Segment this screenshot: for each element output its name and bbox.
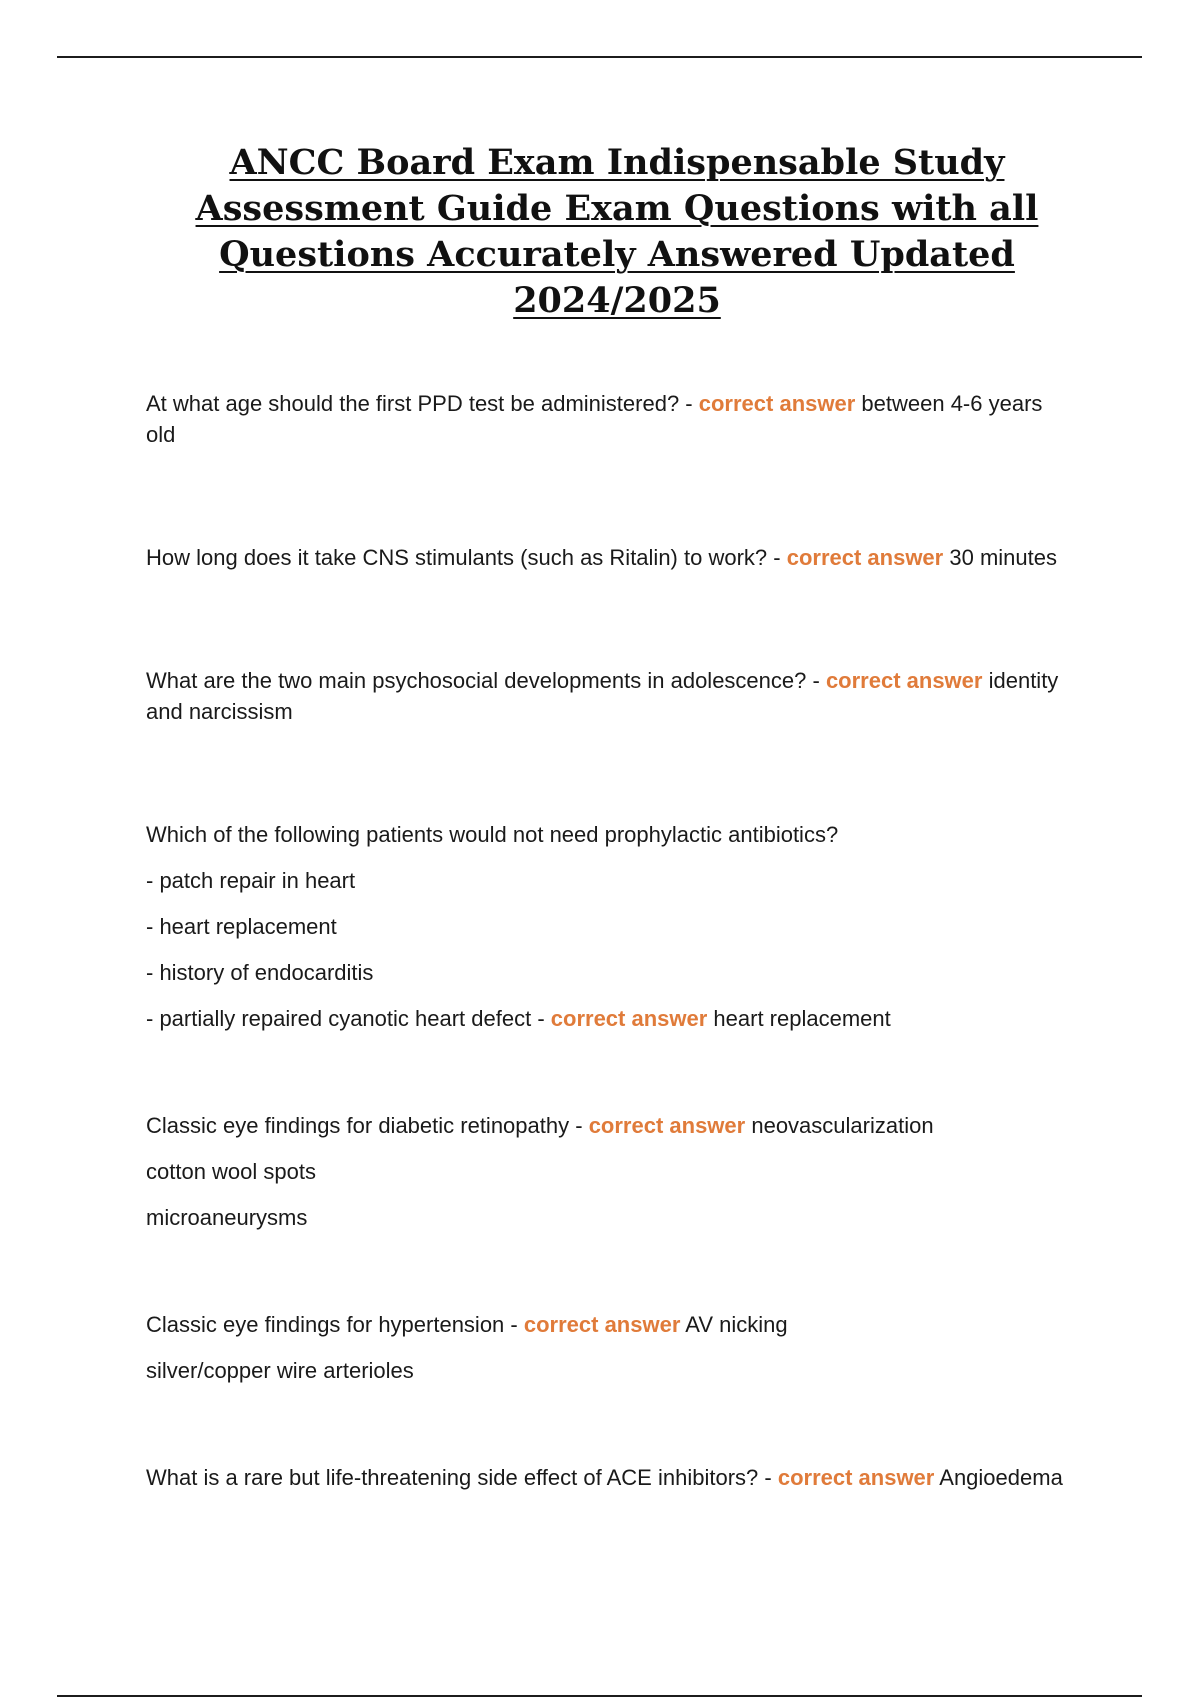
correct-answer-label: correct answer xyxy=(698,391,856,416)
qa-text: What is a rare but life-threatening side effect of ACE inhibitors? - correct answer Angioedema xyxy=(146,1465,1063,1490)
correct-answer-label: correct answer xyxy=(825,668,983,693)
qa-list xyxy=(146,388,1076,1585)
correct-answer-label: correct answer xyxy=(550,1006,708,1031)
option-item: - patch repair in heart xyxy=(146,868,356,893)
answer-text: AV nicking xyxy=(685,1312,788,1337)
document-title: ANCC Board Exam Indispensable Study Assessment Guide Exam Questions with all Questions Accurately Answered Updated 2024/2025 xyxy=(195,142,1039,321)
qa-text: At what age should the first PPD test be administered? - correct answer between 4-6 years old xyxy=(146,391,1043,447)
question-text: How long does it take CNS stimulants (such as Ritalin) to work? xyxy=(146,545,768,570)
answer-extra-line: cotton wool spots xyxy=(146,1159,316,1184)
question-text: Which of the following patients would not need prophylactic antibiotics? xyxy=(146,822,839,847)
question-text: At what age should the first PPD test be administered? xyxy=(146,391,680,416)
qa-item-hypertension xyxy=(146,1309,1076,1386)
correct-answer-label: correct answer xyxy=(523,1312,681,1337)
qa-item-ppd-test xyxy=(146,388,1076,450)
option-text: - partially repaired cyanotic heart defect xyxy=(146,1006,532,1031)
question-text: Classic eye findings for diabetic retinopathy xyxy=(146,1113,570,1138)
qa-item-ace-inhibitors xyxy=(146,1462,1076,1493)
correct-answer-label: correct answer xyxy=(588,1113,746,1138)
question-text: What is a rare but life-threatening side effect of ACE inhibitors? xyxy=(146,1465,759,1490)
answer-extra-line: silver/copper wire arterioles xyxy=(146,1358,414,1383)
qa-text: Classic eye findings for hypertension - correct answer AV nicking xyxy=(146,1312,788,1337)
answer-text: neovascularization xyxy=(751,1113,934,1138)
bottom-rule xyxy=(57,1695,1142,1697)
correct-answer-label: correct answer xyxy=(777,1465,935,1490)
option-item-with-answer: - partially repaired cyanotic heart defect - correct answer heart replacement xyxy=(146,1006,891,1031)
question-text: What are the two main psychosocial developments in adolescence? xyxy=(146,668,807,693)
option-item: - heart replacement xyxy=(146,914,337,939)
qa-item-diabetic-retinopathy xyxy=(146,1110,1076,1233)
top-rule xyxy=(57,56,1142,58)
answer-text: Angioedema xyxy=(939,1465,1063,1490)
answer-text: between 4-6 years old xyxy=(146,391,1043,447)
answer-extra-line: microaneurysms xyxy=(146,1205,308,1230)
qa-text: Classic eye findings for diabetic retinopathy - correct answer neovascularization xyxy=(146,1113,934,1138)
qa-text: How long does it take CNS stimulants (such as Ritalin) to work? - correct answer 30 minutes xyxy=(146,545,1057,570)
correct-answer-label: correct answer xyxy=(786,545,944,570)
answer-text: identity and narcissism xyxy=(146,668,1059,724)
answer-text: 30 minutes xyxy=(949,545,1057,570)
qa-text: What are the two main psychosocial developments in adolescence? - correct answer identity and narcissism xyxy=(146,668,1059,724)
option-item: - history of endocarditis xyxy=(146,960,374,985)
qa-item-adolescence xyxy=(146,665,1076,727)
answer-text: heart replacement xyxy=(713,1006,891,1031)
qa-item-prophylactic-antibiotics xyxy=(146,819,1076,1034)
question-text: Classic eye findings for hypertension xyxy=(146,1312,505,1337)
qa-item-cns-stimulants xyxy=(146,542,1076,573)
